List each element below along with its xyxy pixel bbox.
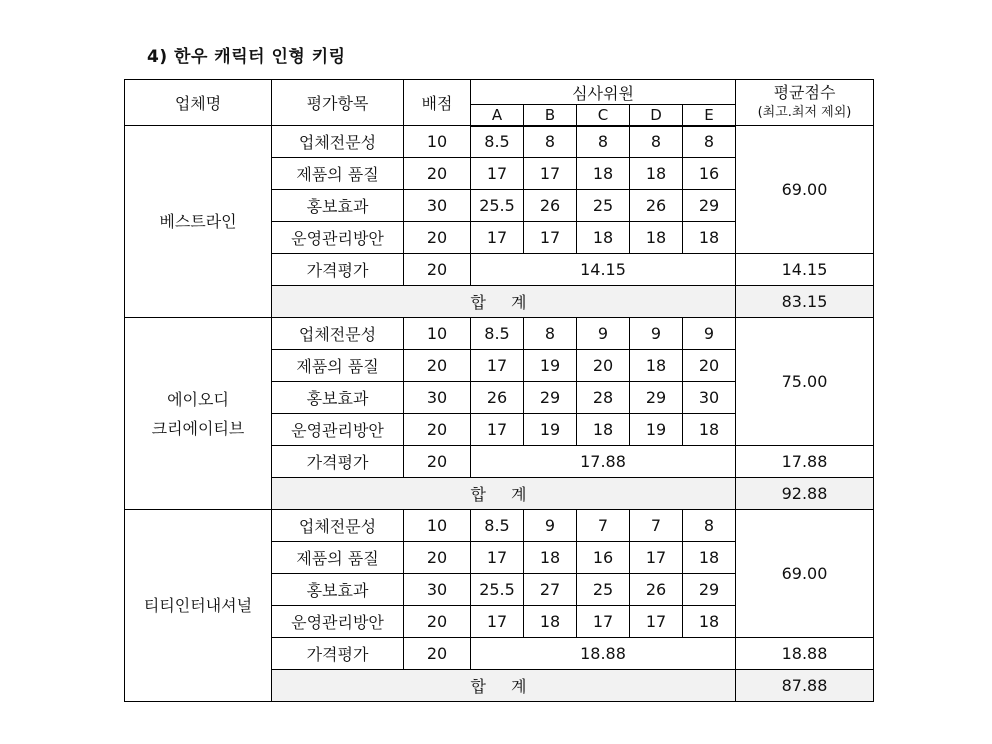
company-name-line: 티티인터내셔널: [143, 596, 253, 615]
header-points: 배점: [404, 80, 471, 126]
average-score: 75.00: [736, 318, 874, 446]
average-score: 69.00: [736, 126, 874, 254]
judge-score: 29: [524, 382, 577, 414]
header-average: [736, 80, 874, 126]
total-score: 87.88: [736, 670, 874, 702]
judge-score: 18: [630, 158, 683, 190]
judge-score: 9: [577, 318, 630, 350]
judge-score: 7: [577, 510, 630, 542]
criterion-points: 20: [404, 542, 471, 574]
judge-score: 25: [577, 190, 630, 222]
judge-score: 27: [524, 574, 577, 606]
price-label: 가격평가: [272, 254, 404, 286]
judge-score: 8: [524, 318, 577, 350]
price-points: 20: [404, 638, 471, 670]
price-score: 17.88: [471, 446, 736, 478]
header-average-title: 평균점수: [773, 82, 836, 102]
judge-score: 18: [577, 222, 630, 254]
header-company: 업체명: [125, 80, 272, 126]
judge-score: 18: [524, 606, 577, 638]
judge-score: 25: [577, 574, 630, 606]
criterion-label: 업체전문성: [272, 318, 404, 350]
price-points: 20: [404, 446, 471, 478]
judge-score: 8.5: [471, 318, 524, 350]
judge-score: 25.5: [471, 574, 524, 606]
judge-score: 9: [630, 318, 683, 350]
judge-score: 18: [683, 606, 736, 638]
header-judge-e: E: [683, 105, 736, 126]
company-name: [125, 318, 272, 510]
total-score: 83.15: [736, 286, 874, 318]
price-score: 14.15: [471, 254, 736, 286]
header-average-note: (최고.최저 제외): [757, 104, 852, 120]
price-label: 가격평가: [272, 446, 404, 478]
criterion-points: 30: [404, 190, 471, 222]
total-label: 합 계: [272, 478, 736, 510]
company-name: [125, 510, 272, 702]
judge-score: 25.5: [471, 190, 524, 222]
average-score: 69.00: [736, 510, 874, 638]
judge-score: 17: [524, 158, 577, 190]
judge-score: 18: [683, 222, 736, 254]
judge-score: 18: [630, 350, 683, 382]
total-label: 합 계: [272, 670, 736, 702]
judge-score: 29: [683, 190, 736, 222]
criterion-label: 운영관리방안: [272, 606, 404, 638]
judge-score: 17: [471, 350, 524, 382]
judge-score: 7: [630, 510, 683, 542]
judge-score: 18: [577, 414, 630, 446]
judge-score: 18: [577, 158, 630, 190]
criterion-points: 20: [404, 606, 471, 638]
price-average: 14.15: [736, 254, 874, 286]
table-row: [125, 510, 874, 542]
judge-score: 19: [524, 414, 577, 446]
judge-score: 26: [524, 190, 577, 222]
company-name-line: 베스트라인: [159, 212, 237, 231]
judge-score: 26: [630, 574, 683, 606]
header-judge-d: D: [630, 105, 683, 126]
header-judges: 심사위원: [471, 80, 736, 105]
criterion-label: 제품의 품질: [272, 350, 404, 382]
judge-score: 30: [683, 382, 736, 414]
table-row: [125, 318, 874, 350]
price-points: 20: [404, 254, 471, 286]
criterion-label: 홍보효과: [272, 190, 404, 222]
judge-score: 8.5: [471, 510, 524, 542]
judge-score: 8: [630, 126, 683, 158]
criterion-points: 10: [404, 126, 471, 158]
document-title: 4) 한우 캐릭터 인형 키링: [147, 47, 346, 67]
judge-score: 9: [524, 510, 577, 542]
criterion-label: 제품의 품질: [272, 542, 404, 574]
price-score: 18.88: [471, 638, 736, 670]
header-judge-b: B: [524, 105, 577, 126]
criterion-label: 홍보효과: [272, 574, 404, 606]
judge-score: 17: [630, 606, 683, 638]
criterion-label: 업체전문성: [272, 126, 404, 158]
judge-score: 29: [630, 382, 683, 414]
judge-score: 16: [683, 158, 736, 190]
judge-score: 8: [683, 126, 736, 158]
judge-score: 20: [577, 350, 630, 382]
table-row: [125, 126, 874, 158]
criterion-points: 30: [404, 574, 471, 606]
judge-score: 19: [630, 414, 683, 446]
judge-score: 18: [630, 222, 683, 254]
judge-score: 9: [683, 318, 736, 350]
criterion-points: 30: [404, 382, 471, 414]
judge-score: 18: [524, 542, 577, 574]
company-name: [125, 126, 272, 318]
judge-score: 19: [524, 350, 577, 382]
company-name-line: 에이오디: [167, 389, 229, 409]
criterion-label: 제품의 품질: [272, 158, 404, 190]
judge-score: 8.5: [471, 126, 524, 158]
judge-score: 28: [577, 382, 630, 414]
judge-score: 8: [683, 510, 736, 542]
price-label: 가격평가: [272, 638, 404, 670]
price-average: 18.88: [736, 638, 874, 670]
criterion-points: 10: [404, 510, 471, 542]
company-name-line: 크리에이티브: [151, 418, 245, 438]
criterion-label: 업체전문성: [272, 510, 404, 542]
header-judge-a: A: [471, 105, 524, 126]
judge-score: 17: [471, 414, 524, 446]
criterion-label: 운영관리방안: [272, 414, 404, 446]
criterion-label: 홍보효과: [272, 382, 404, 414]
judge-score: 18: [683, 542, 736, 574]
price-average: 17.88: [736, 446, 874, 478]
judge-score: 29: [683, 574, 736, 606]
criterion-points: 20: [404, 158, 471, 190]
judge-score: 16: [577, 542, 630, 574]
judge-score: 17: [471, 158, 524, 190]
criterion-points: 10: [404, 318, 471, 350]
judge-score: 26: [471, 382, 524, 414]
criterion-points: 20: [404, 222, 471, 254]
criterion-label: 운영관리방안: [272, 222, 404, 254]
judge-score: 17: [471, 606, 524, 638]
criterion-points: 20: [404, 414, 471, 446]
judge-score: 17: [524, 222, 577, 254]
header-item: 평가항목: [272, 80, 404, 126]
judge-score: 17: [471, 542, 524, 574]
judge-score: 17: [630, 542, 683, 574]
header-judge-c: C: [577, 105, 630, 126]
judge-score: 20: [683, 350, 736, 382]
judge-score: 18: [683, 414, 736, 446]
criterion-points: 20: [404, 350, 471, 382]
judge-score: 17: [471, 222, 524, 254]
judge-score: 8: [577, 126, 630, 158]
total-label: 합 계: [272, 286, 736, 318]
evaluation-table: [124, 79, 874, 702]
total-score: 92.88: [736, 478, 874, 510]
judge-score: 17: [577, 606, 630, 638]
judge-score: 26: [630, 190, 683, 222]
judge-score: 8: [524, 126, 577, 158]
